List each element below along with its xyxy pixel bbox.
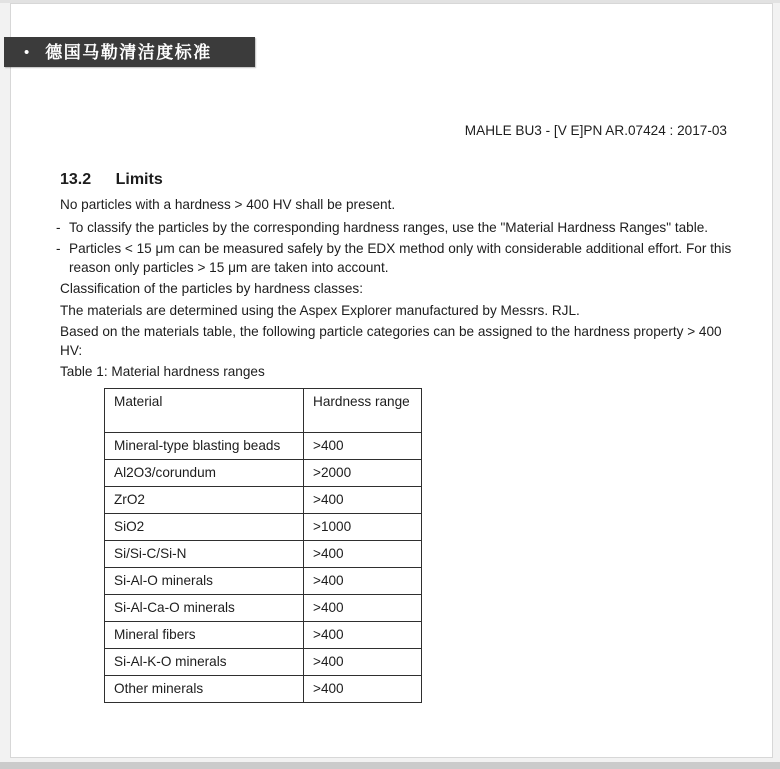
bullet-icon: • (24, 43, 30, 61)
material-cell: SiO2 (105, 513, 304, 540)
section-title: Limits (115, 171, 163, 188)
table-row (105, 513, 422, 540)
table-row (105, 432, 422, 459)
hardness-range-cell: >400 (304, 486, 422, 513)
dash-marker: - (56, 241, 61, 256)
hardness-table-head (105, 388, 422, 432)
section-heading (60, 168, 732, 192)
section-number: 13.2 (60, 171, 92, 188)
hardness-range-cell: >400 (304, 567, 422, 594)
banner-title: 德国马勒清洁度标准 (45, 42, 212, 62)
hardness-range-cell: >400 (304, 621, 422, 648)
table-row (105, 648, 422, 675)
document-reference: MAHLE BU3 - [V E]PN AR.07424 : 2017-03 (464, 123, 727, 138)
table-header-row (105, 388, 422, 432)
material-cell: Si/Si-C/Si-N (105, 540, 304, 567)
hardness-range-cell: >400 (304, 594, 422, 621)
table-caption: Table 1: Material hardness ranges (60, 364, 265, 379)
document-content (56, 168, 732, 703)
dash-marker: - (56, 219, 61, 235)
table-row (105, 567, 422, 594)
hardness-range-cell: >400 (304, 648, 422, 675)
material-cell: Other minerals (105, 675, 304, 702)
document-page (10, 3, 773, 758)
list-item-edx (56, 240, 732, 277)
paragraph-materials-table: Based on the materials table, the following particle categories can be assigned to the hardness property > 400 HV: (60, 324, 722, 358)
table-row (105, 459, 422, 486)
material-cell: Si-Al-Ca-O minerals (105, 594, 304, 621)
list-item-classify (56, 219, 732, 238)
table-row (105, 594, 422, 621)
hardness-range-header-cell: Hardness range (304, 388, 422, 432)
hardness-table-body (105, 432, 422, 702)
paragraph-limits-intro: No particles with a hardness > 400 HV shall be present. (60, 197, 396, 212)
hardness-range-cell: >400 (304, 540, 422, 567)
hardness-range-cell: >400 (304, 675, 422, 702)
section-banner (4, 37, 255, 67)
list-item-text: Particles < 15 μm can be measured safely by the EDX method only with considerable additional effort. For this reason only particles > 15 μm are taken into account. (69, 241, 732, 275)
list-item-text: To classify the particles by the corresponding hardness ranges, use the "Material Hardness Ranges" table. (69, 219, 709, 235)
material-header-cell: Material (105, 388, 304, 432)
material-cell: ZrO2 (105, 486, 304, 513)
material-cell: Si-Al-O minerals (105, 567, 304, 594)
hardness-range-cell: >1000 (304, 513, 422, 540)
table-row (105, 486, 422, 513)
page-bottom-edge (0, 762, 780, 769)
material-cell: Si-Al-K-O minerals (105, 648, 304, 675)
table-row (105, 540, 422, 567)
hardness-table (104, 388, 422, 703)
table-row (105, 621, 422, 648)
hardness-range-cell: >2000 (304, 459, 422, 486)
paragraph-classification: Classification of the particles by hardness classes: (60, 281, 363, 296)
table-row (105, 675, 422, 702)
material-cell: Mineral fibers (105, 621, 304, 648)
paragraph-aspex: The materials are determined using the Aspex Explorer manufactured by Messrs. RJL. (60, 302, 580, 318)
material-cell: Mineral-type blasting beads (105, 432, 304, 459)
hardness-range-cell: >400 (304, 432, 422, 459)
material-cell: Al2O3/corundum (105, 459, 304, 486)
